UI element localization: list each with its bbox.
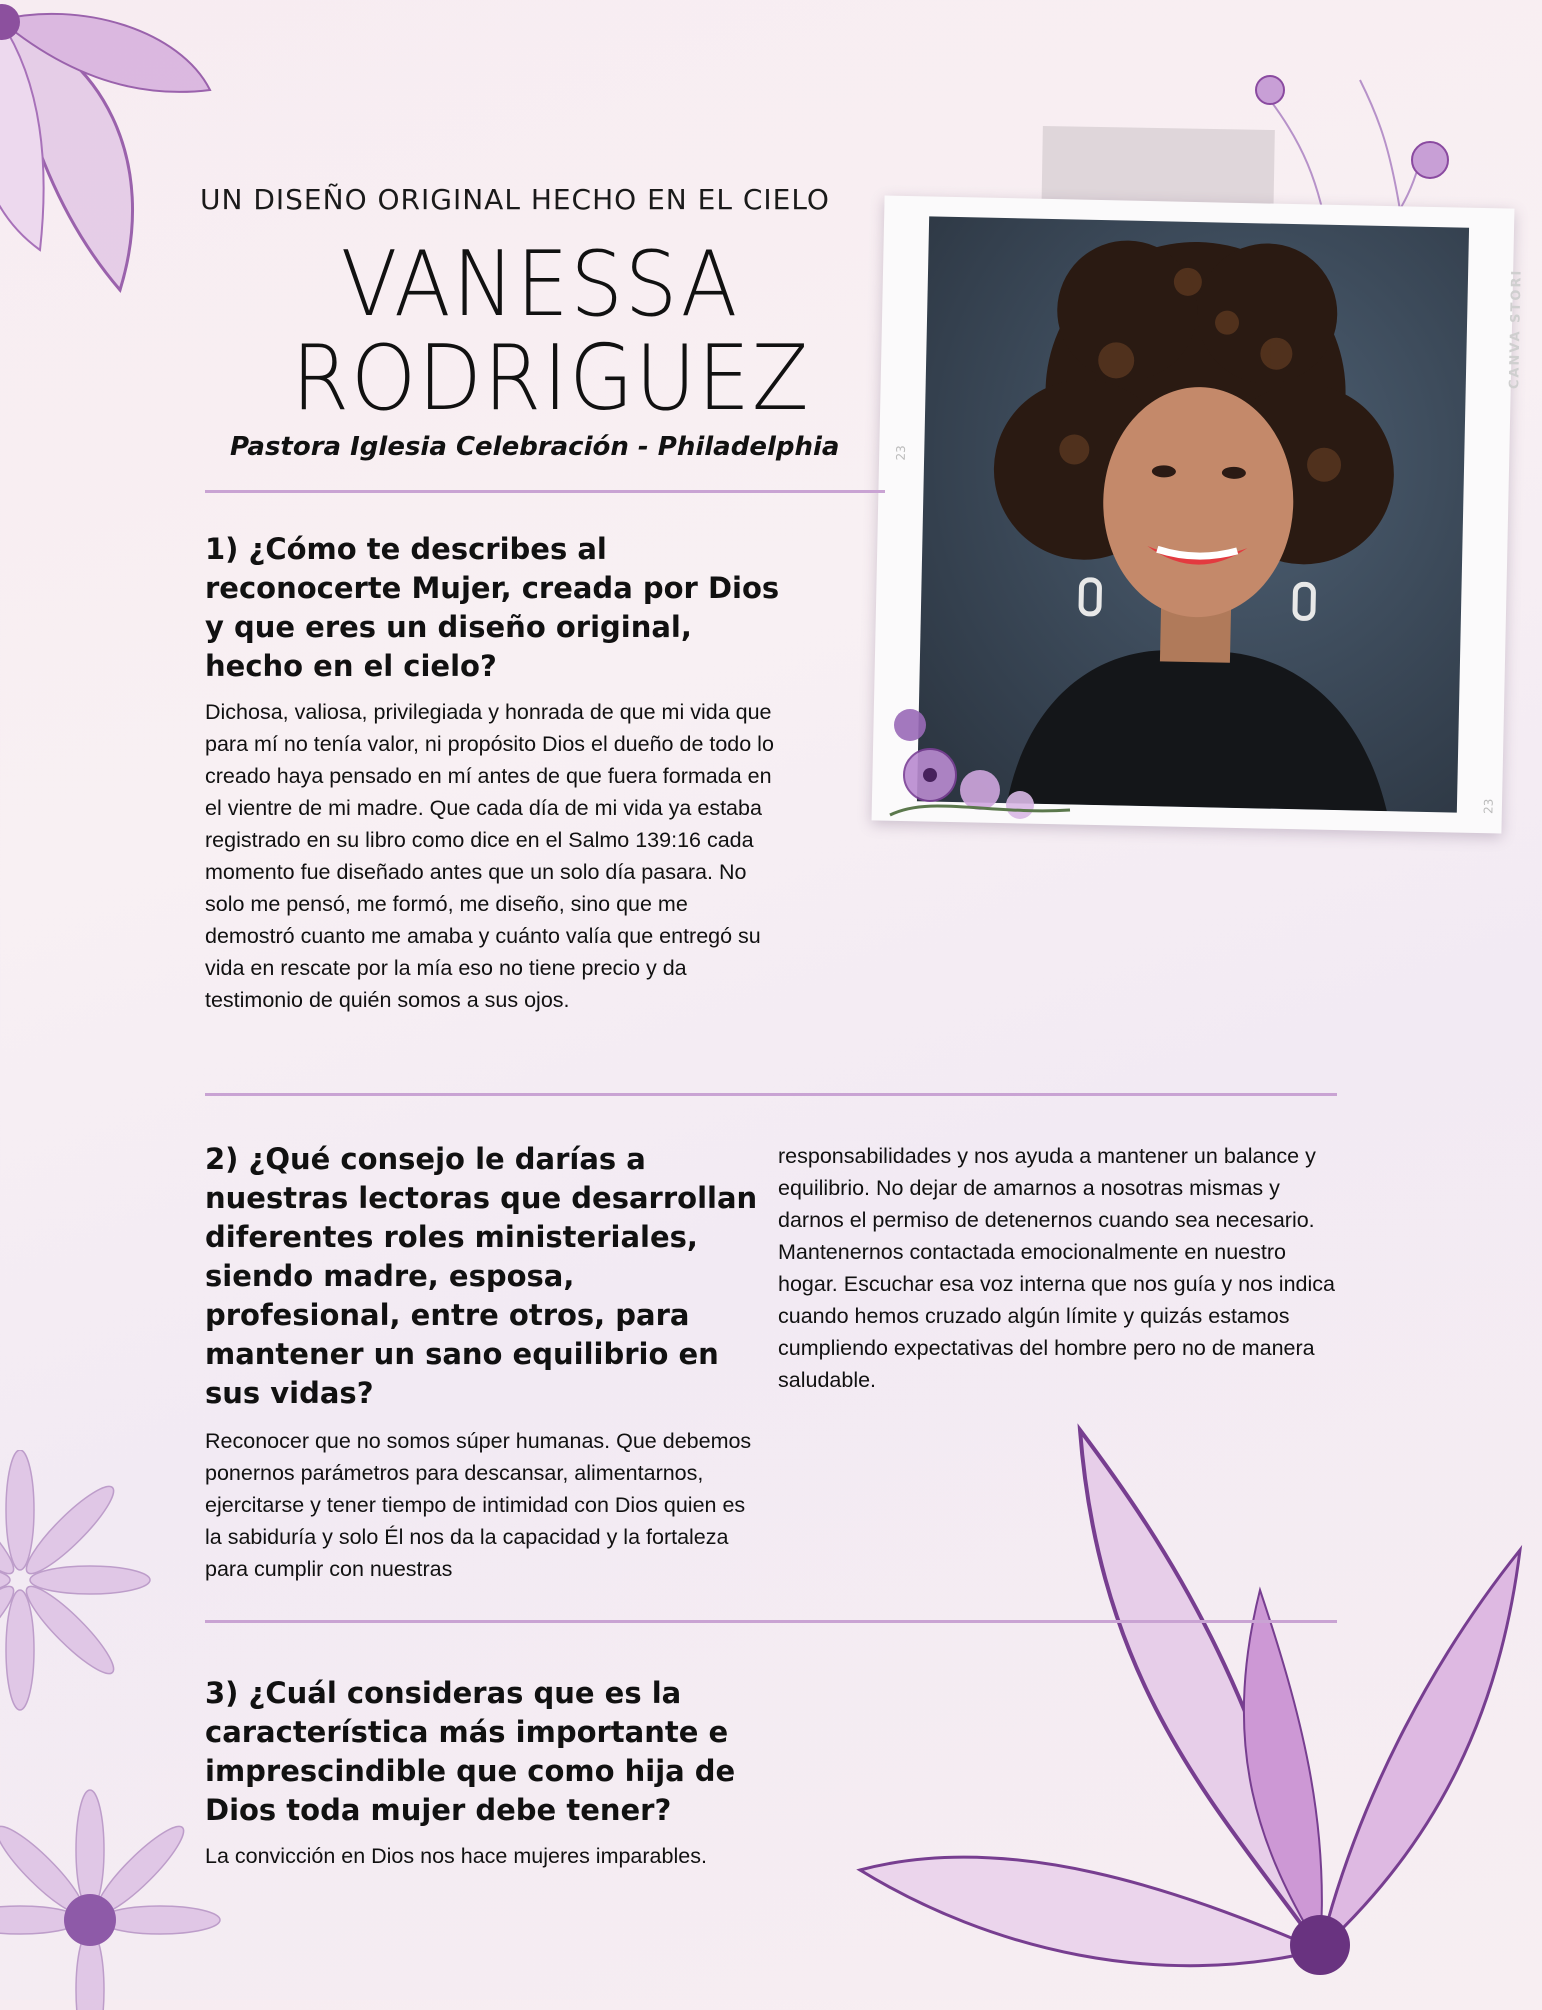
kicker-text: UN DISEÑO ORIGINAL HECHO EN EL CIELO (200, 183, 830, 216)
divider-q2 (205, 1620, 1337, 1623)
role-subtitle: Pastora Iglesia Celebración - Philadelphia (230, 432, 840, 462)
question-2-block (205, 1140, 760, 1585)
question-3-answer: La convicción en Dios nos hace mujeres imparables. (205, 1844, 707, 1868)
question-3-block (205, 1674, 750, 1872)
question-2-title: 2) ¿Qué consejo le darías a nuestras lectoras que desarrollan diferentes roles ministeriales, siendo madre, esposa, profesional, entre otros, para mantener un sano equilibrio en sus vidas? (205, 1142, 758, 1410)
question-3-title: 3) ¿Cuál consideras que es la característica más importante e imprescindible que como hija de Dios toda mujer debe tener? (205, 1676, 736, 1827)
question-2-answer-part1: Reconocer que no somos súper humanas. Que debemos ponernos parámetros para descansar, alimentarnos, ejercitarse y tener tiempo de intimidad con Dios quien es la sabiduría y solo Él nos da la capacidad y la fortaleza para cumplir con nuestras (205, 1429, 752, 1581)
frame-number-bottom: 23 (1481, 798, 1496, 815)
question-1-title: 1) ¿Cómo te describes al reconocerte Mujer, creada por Dios y que eres un diseño original, hecho en el cielo? (205, 532, 780, 683)
flower-bottom-right-decoration (840, 1390, 1542, 2000)
question-1-block (205, 530, 780, 1016)
person-name (291, 232, 811, 431)
name-line-2: RODRIGUEZ (291, 326, 811, 431)
question-1-answer: Dichosa, valiosa, privilegiada y honrada de que mi vida que para mí no tenía valor, ni propósito Dios el dueño de todo lo creado haya pensado en mí antes de que fuera formada en el vientre de mi madre. Que cada día de mi vida ya estaba registrado en su libro como dice en el Salmo 139:16 cada momento fue diseñado antes que un solo día pasara. No solo me pensó, me formó, me diseño, sino que me demostró cuanto me amaba y cuánto valía que entregó su vida en rescate por la mía eso no tiene precio y da testimonio de quién somos a sus ojos. (205, 700, 774, 1012)
divider-header (205, 490, 885, 493)
question-2-answer-part2: responsabilidades y nos ayuda a mantener un balance y equilibrio. No dejar de amarnos a nosotras mismas y darnos el permiso de detenernos cuando sea necesario. Mantenernos contactada emocionalmente en nuestro hogar. Escuchar esa voz interna que nos guía y nos indica cuando hemos cruzado algún límite y quizás estamos cumpliendo expectativas del hombre pero no de manera saludable. (778, 1144, 1335, 1392)
divider-q1 (205, 1093, 1337, 1096)
photo-corner-flowers (870, 665, 1090, 835)
frame-number-top: 23 (893, 445, 909, 461)
question-2-answer-column-2 (778, 1140, 1343, 1396)
name-line-1: VANESSA (340, 232, 740, 337)
frame-stamp-text: CANVA STORI (1506, 268, 1525, 390)
flower-top-left-decoration (0, 0, 220, 340)
